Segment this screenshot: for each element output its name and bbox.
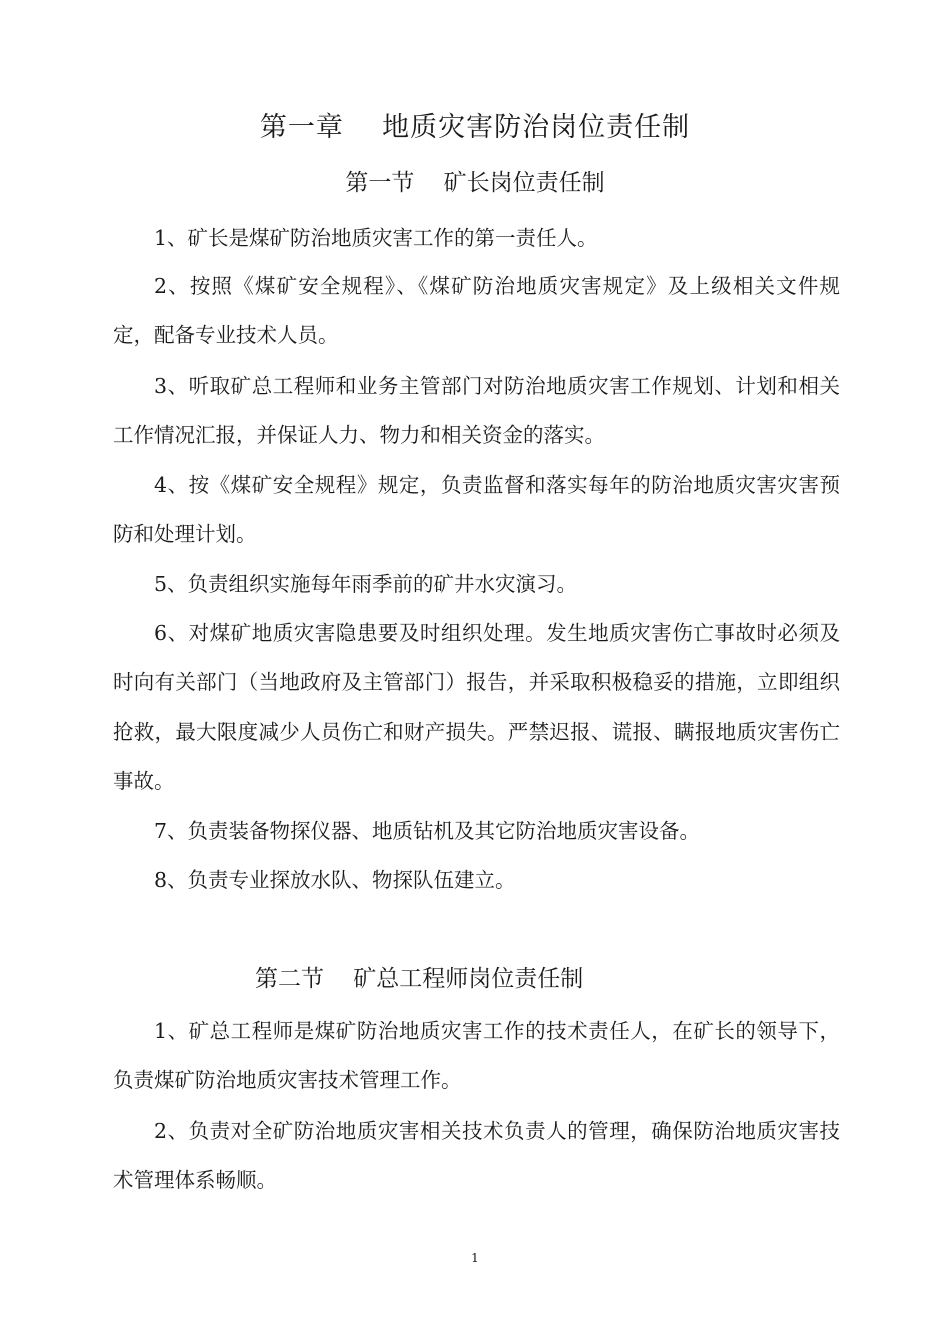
paragraph: 1、矿总工程师是煤矿防治地质灾害工作的技术责任人，在矿长的领导下，负责煤矿防治地质灾害技术管理工作。: [113, 1019, 840, 1093]
paragraph: 4、按《煤矿安全规程》规定，负责监督和落实每年的防治地质灾害灾害预防和处理计划。: [113, 473, 840, 547]
section-title: 第一节 矿长岗位责任制: [345, 170, 605, 196]
paragraph: 2、按照《煤矿安全规程》、《煤矿防治地质灾害规定》及上级相关文件规定，配备专业技术人员。: [113, 274, 840, 348]
chapter-title: 第一章 地质灾害防治岗位责任制: [259, 112, 691, 143]
paragraph: 3、听取矿总工程师和业务主管部门对防治地质灾害工作规划、计划和相关工作情况汇报，并保证人力、物力和相关资金的落实。: [113, 374, 840, 448]
page-number: 1: [471, 1251, 479, 1265]
paragraph: 6、对煤矿地质灾害隐患要及时组织处理。发生地质灾害伤亡事故时必须及时向有关部门（当地政府及主管部门）报告，并采取积极稳妥的措施，立即组织抢救，最大限度减少人员伤亡和财产损失。严禁迟报、谎报、瞒报地质灾害伤亡事故。: [113, 621, 840, 794]
paragraph: 8、负责专业探放水队、物探队伍建立。: [154, 868, 516, 892]
section-title: 第二节 矿总工程师岗位责任制: [255, 966, 584, 992]
paragraph: 1、矿长是煤矿防治地质灾害工作的第一责任人。: [154, 226, 598, 250]
paragraph: 5、负责组织实施每年雨季前的矿井水灾演习。: [154, 572, 578, 596]
paragraph: 2、负责对全矿防治地质灾害相关技术负责人的管理，确保防治地质灾害技术管理体系畅顺。: [113, 1119, 840, 1193]
paragraph: 7、负责装备物探仪器、地质钻机及其它防治地质灾害设备。: [154, 819, 701, 843]
